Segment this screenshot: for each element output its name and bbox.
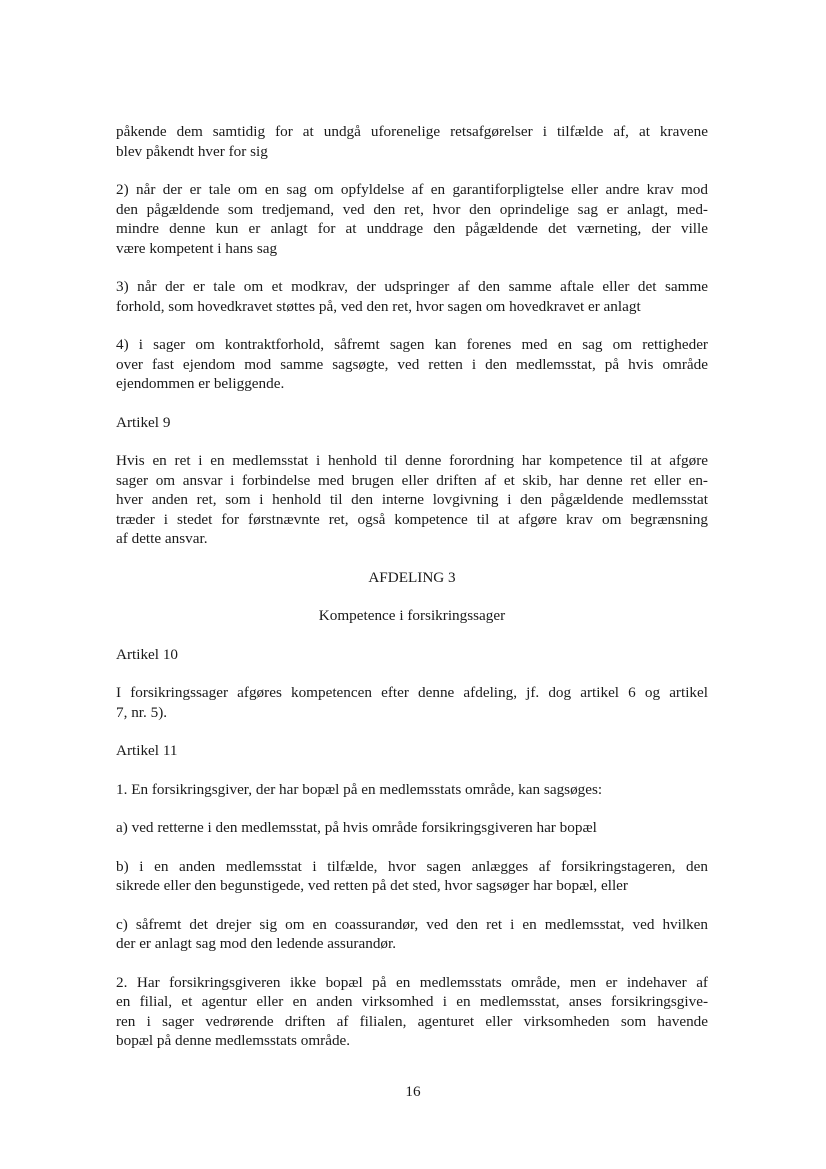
text-line: være kompetent i hans sag: [116, 239, 278, 257]
article-11-paragraph-1: [116, 780, 708, 800]
text-line: 2. Har forsikringsgiveren ikke bopæl på en medlemsstats område, men er indehaver af: [116, 973, 708, 991]
article-10-text: [116, 683, 708, 722]
paragraph-item-4: [116, 335, 708, 394]
text-line: 3) når der er tale om et modkrav, der udspringer af den samme aftale eller det samme: [116, 278, 708, 295]
text-line: blev påkendt hver for sig: [116, 142, 268, 160]
text-line: af dette ansvar.: [116, 530, 208, 547]
article-11-heading: Artikel 11: [116, 742, 178, 759]
article-11-item-a: [116, 818, 708, 838]
paragraph-item-2: [116, 180, 708, 258]
text-line: sikrede eller den begunstigede, ved retten på det sted, hvor sagsøger har bopæl, eller: [116, 877, 628, 894]
text-line: 4) i sager om kontraktforhold, såfremt sagen kan forenes med en sag om rettigheder: [116, 336, 708, 353]
article-11-item-b: [116, 857, 708, 896]
text-line: en filial, et agentur eller en anden virksomhed i en medlemsstat, anses forsikringsgive-: [116, 993, 708, 1010]
text-line: 7, nr. 5).: [116, 703, 168, 721]
text-line: Hvis en ret i en medlemsstat i henhold til denne forordning har kompetence til at afgøre: [116, 452, 708, 469]
text-line: påkende dem samtidig for at undgå uforenelige retsafgørelser i tilfælde af, at kravene: [116, 123, 708, 140]
paragraph-continuation: [116, 122, 708, 161]
section-title: AFDELING 3: [368, 568, 456, 586]
text-line: bopæl på denne medlemsstats område.: [116, 1032, 351, 1049]
article-9-text: [116, 451, 708, 549]
text-line: I forsikringssager afgøres kompetencen efter denne afdeling, jf. dog artikel 6 og artikel: [116, 684, 708, 701]
text-line: sager om ansvar i forbindelse med brugen eller driften af et skib, har denne ret eller en-: [116, 471, 708, 489]
text-line: forhold, som hovedkravet støttes på, ved den ret, hvor sagen om hovedkravet er anlagt: [116, 297, 641, 315]
article-11-paragraph-2: [116, 973, 708, 1051]
article-10-heading: Artikel 10: [116, 645, 179, 663]
text-line: der er anlagt sag mod den ledende assurandør.: [116, 935, 397, 952]
text-line: over fast ejendom mod samme sagsøgte, ved retten i den medlemsstat, på hvis område: [116, 355, 708, 373]
text-line: hver anden ret, som i henhold til den interne lovgivning i den pågældende medlemsstat: [116, 491, 708, 508]
text-line: 2) når der er tale om en sag om opfyldelse af en garantiforpligtelse eller andre krav mod: [116, 181, 708, 198]
section-subtitle: Kompetence i forsikringssager: [318, 607, 506, 624]
text-line: ejendommen er beliggende.: [116, 375, 285, 392]
article-11-item-c: [116, 915, 708, 954]
text-line: træder i stedet for førstnævnte ret, også kompetence til at afgøre krav om begrænsning: [116, 510, 708, 528]
paragraph-item-3: [116, 277, 708, 316]
article-9-heading: Artikel 9: [116, 413, 171, 431]
document-page: [116, 122, 708, 1070]
text-line: 1. En forsikringsgiver, der har bopæl på en medlemsstats område, kan sagsøges:: [116, 780, 603, 798]
page-number: 16: [405, 1083, 421, 1100]
text-line: a) ved retterne i den medlemsstat, på hvis område forsikringsgiveren har bopæl: [116, 819, 597, 836]
text-line: b) i en anden medlemsstat i tilfælde, hvor sagen anlægges af forsikringstageren, den: [116, 857, 708, 875]
text-line: mindre denne kun er anlagt for at unddrage den pågældende det værneting, der ville: [116, 220, 708, 237]
text-line: c) såfremt det drejer sig om en coassurandør, ved den ret i en medlemsstat, ved hvilken: [116, 915, 708, 933]
text-line: ren i sager vedrørende driften af filialen, agenturet eller virksomheden som havende: [116, 1012, 708, 1030]
text-line: den pågældende som tredjemand, ved den ret, hvor den oprindelige sag er anlagt, med-: [116, 200, 708, 218]
